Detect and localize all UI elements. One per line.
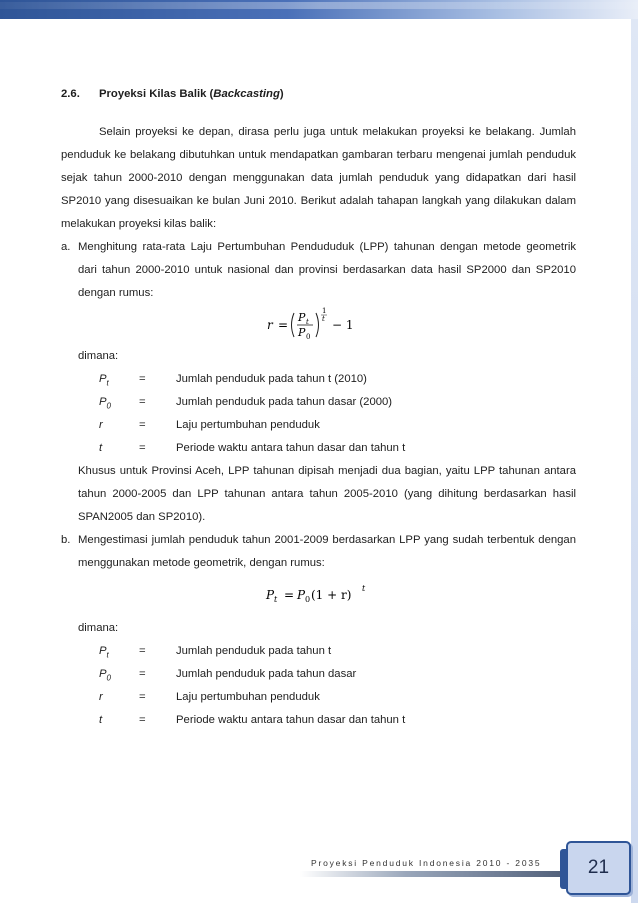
section-title-end: ) — [279, 88, 284, 100]
definition-text: Jumlah penduduk pada tahun t (2010) — [176, 373, 367, 385]
section-title — [99, 86, 284, 102]
definition-symbol: $P_0$ — [99, 668, 111, 683]
formula-b-p0-sub: 0 — [304, 595, 310, 604]
page-content — [61, 86, 576, 732]
definition-symbol: $P_t$ — [99, 373, 109, 388]
formula-a-p0-sub: 0 — [305, 333, 310, 341]
definition-text: Jumlah penduduk pada tahun t — [176, 645, 332, 657]
definition-symbol: r — [99, 419, 103, 431]
definition-equals: = — [139, 668, 146, 680]
list-item-b — [61, 529, 576, 575]
item-b-text: Mengestimasi jumlah penduduk tahun 2001-2009 berdasarkan LPP yang sudah terbentuk dengan menggunakan metode geometrik, dengan rumus: — [78, 534, 576, 569]
formula-b-lhs-sub: t — [273, 595, 277, 604]
formula-b-p0: P — [296, 588, 305, 602]
formula-b-exp: t — [361, 584, 365, 593]
formula-b-lhs: P — [265, 588, 274, 602]
item-a-marker: a. — [61, 241, 71, 253]
definition-row — [99, 709, 576, 732]
definition-text: Periode waktu antara tahun dasar dan tahun t — [176, 442, 406, 454]
definition-text: Jumlah penduduk pada tahun dasar (2000) — [176, 396, 393, 408]
definition-text: Laju pertumbuhan penduduk — [176, 419, 320, 431]
top-header-band — [0, 0, 638, 19]
definition-row — [99, 437, 576, 460]
formula-a-pt-sub: t — [305, 318, 309, 326]
header-sheen — [0, 2, 638, 9]
definition-symbol: r — [99, 691, 103, 703]
definition-equals: = — [139, 442, 146, 454]
formula-a-eq: = — [277, 318, 288, 332]
item-b-details — [78, 617, 576, 732]
definition-symbol: $P_t$ — [99, 645, 109, 660]
formula-a-exp-den: t — [321, 315, 325, 323]
definition-text: Periode waktu antara tahun dasar dan tahun t — [176, 714, 406, 726]
item-a-dimana: dimana: — [78, 350, 119, 362]
definition-row — [99, 686, 576, 709]
item-a-definitions — [99, 368, 576, 460]
definition-row — [99, 368, 576, 391]
section-title-main: Proyeksi Kilas Balik ( — [99, 88, 214, 100]
formula-a-minus-one: − 1 — [331, 318, 354, 332]
item-a-details — [78, 345, 576, 529]
list-item-a — [61, 236, 576, 305]
definition-row — [99, 391, 576, 414]
right-margin-stripe — [631, 19, 638, 903]
intro-paragraph: Selain proyeksi ke depan, dirasa perlu juga untuk melakukan proyeksi ke belakang. Jumlah penduduk ke belakang dibutuhkan untuk mendapatkan gambaran terbaru mengenai jumlah penduduk sejak tahun 2000-2010 dengan menggunakan data jumlah penduduk yang didapatkan dari hasil SP2010 yang disesuaikan ke bulan Juni 2010. Berikut adalah tahapan langkah yang dilakukan dalam melakukan proyeksi kilas balik: — [61, 126, 576, 230]
definition-equals: = — [139, 645, 146, 657]
item-a-note: Khusus untuk Provinsi Aceh, LPP tahunan dipisah menjadi dua bagian, yaitu LPP tahunan antara tahun 2000-2005 dan LPP tahunan antara tahun 2005-2010 (yang dihitung berdasarkan hasil SPAN2005 dan SP2010). — [78, 465, 576, 523]
definition-text: Laju pertumbuhan penduduk — [176, 691, 320, 703]
formula-a-exp-num: 1 — [321, 307, 326, 315]
definition-row — [99, 414, 576, 437]
definition-equals: = — [139, 373, 146, 385]
item-b-definitions — [99, 640, 576, 732]
definition-text: Jumlah penduduk pada tahun dasar — [176, 668, 357, 680]
footer-rule — [300, 871, 564, 877]
page-number: 21 — [566, 841, 631, 895]
definition-row — [99, 640, 576, 663]
formula-estimation — [61, 575, 576, 617]
formula-a-pt: P — [297, 311, 305, 324]
section-heading — [61, 86, 576, 102]
definition-row — [99, 663, 576, 686]
formula-lpp — [61, 305, 576, 345]
definition-symbol: t — [99, 442, 103, 454]
formula-a-r: r — [266, 318, 273, 332]
definition-symbol: t — [99, 714, 103, 726]
definition-equals: = — [139, 691, 146, 703]
item-b-marker: b. — [61, 534, 71, 546]
section-number: 2.6. — [61, 88, 80, 100]
footer-title: Proyeksi Penduduk Indonesia 2010 - 2035 — [311, 858, 542, 868]
section-title-italic: Backcasting — [213, 88, 280, 100]
formula-a-p0: P — [297, 326, 305, 339]
definition-equals: = — [139, 396, 146, 408]
definition-symbol: $P_0$ — [99, 396, 111, 411]
formula-b-paren: (1 + r) — [310, 588, 351, 602]
item-a-text: Menghitung rata-rata Laju Pertumbuhan Pendududuk (LPP) tahunan dengan metode geometrik dari tahun 2000-2010 untuk nasional dan provinsi berdasarkan data hasil SP2000 dan SP2010 dengan rumus: — [78, 241, 576, 299]
definition-equals: = — [139, 419, 146, 431]
definition-equals: = — [139, 714, 146, 726]
formula-b-eq: = — [283, 588, 294, 602]
item-b-dimana: dimana: — [78, 622, 119, 634]
